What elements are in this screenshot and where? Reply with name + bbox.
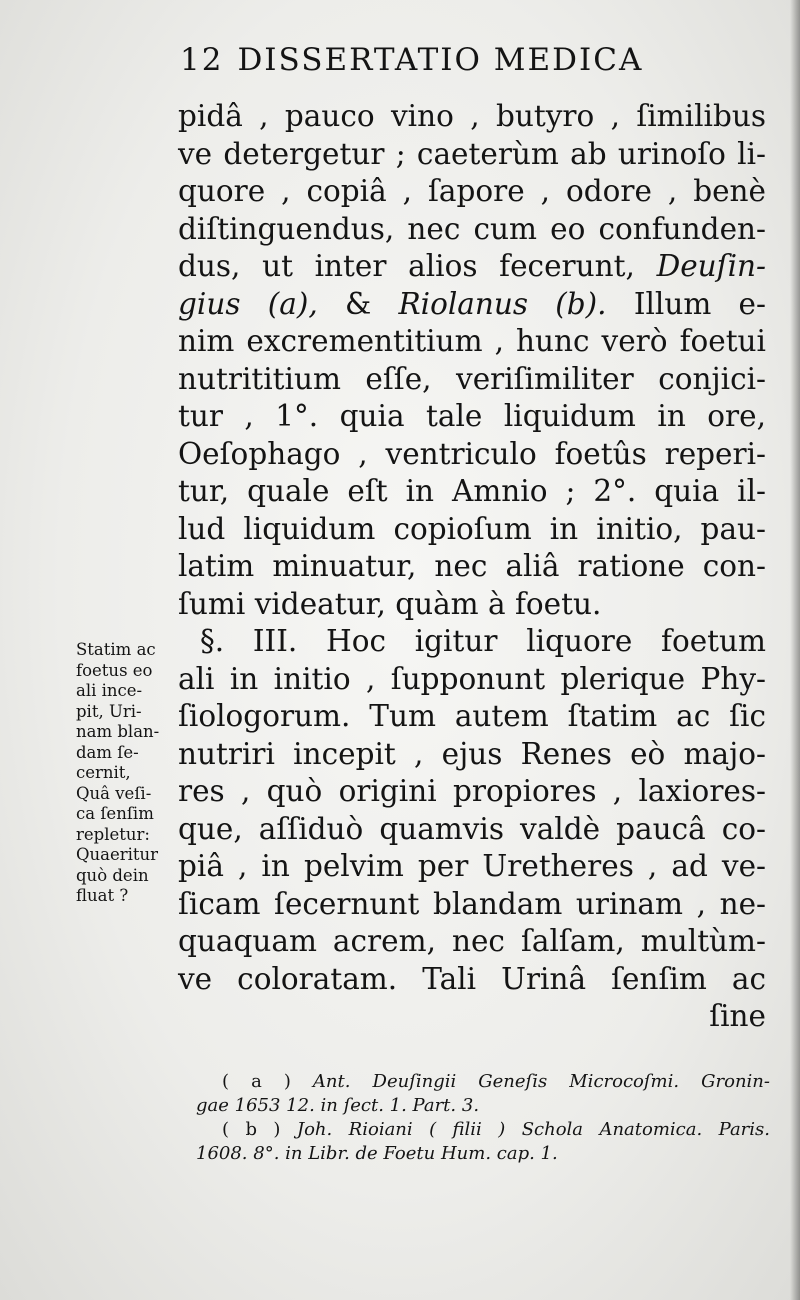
margin-note-line: dam ſe- — [76, 742, 139, 762]
main-text-block — [178, 98, 766, 1036]
text-line: ve coloratam. Tali Urinâ ſenſim ac — [178, 961, 766, 996]
text-line: tur, quale eſt in Amnio ; 2°. quia il- — [178, 474, 766, 508]
text-line: Oeſophago , ventriculo foetûs reperi- — [178, 436, 766, 471]
margin-note-line: Quaeritur — [76, 845, 159, 864]
margin-note-line: repletur: — [76, 824, 150, 844]
footnote-a-continued — [196, 1094, 770, 1118]
margin-note-line: ca ſenſim — [76, 804, 154, 823]
text-line: ali in initio , ſupponunt plerique Phy- — [178, 661, 766, 696]
footnote-b-continued — [196, 1142, 770, 1166]
text-line: ſicam ſecernunt blandam urinam , ne- — [178, 886, 766, 921]
footnote-marker: ( a ) — [222, 1071, 291, 1092]
text-line: nutrititium eſſe, veriſimiliter conjici- — [178, 361, 766, 396]
margin-note-line: pit, Uri- — [76, 701, 142, 721]
text-fragment: gius — [178, 286, 241, 321]
text-line: latim minuatur, nec aliâ ratione con- — [178, 549, 766, 583]
margin-note-line: fluat ? — [76, 886, 129, 905]
footnote-text: Joh. Rioiani ( filii ) Schola Anatomica. Paris. — [296, 1119, 770, 1140]
margin-note-line: Statim ac — [76, 640, 156, 659]
footnote-text: 1608. 8°. in Libr. de Foetu Hum. cap. 1. — [196, 1143, 558, 1164]
text-line: pidâ , pauco vino , butyro , ſimilibus — [178, 99, 766, 133]
text-line: res , quò origini propiores , laxiores- — [178, 774, 766, 808]
text-line: piâ , in pelvim per Uretheres , ad ve- — [178, 849, 766, 883]
footnote-text: gae 1653 12. in ſect. 1. Part. 3. — [196, 1095, 480, 1116]
page-edge-shadow — [790, 0, 800, 1300]
text-fragment: dus, ut inter alios fecerunt, — [178, 249, 635, 283]
text-fragment: Illum e- — [633, 286, 766, 321]
text-line: ſumi videatur, quàm à foetu. — [178, 586, 602, 621]
page-number: 12 — [180, 42, 224, 78]
margin-note-line: quò dein — [76, 865, 149, 885]
margin-note-line: cernit, — [76, 763, 131, 782]
text-line: ve detergetur ; caeterùm ab urinoſo li- — [178, 136, 766, 171]
text-line: ſiologorum. Tum autem ſtatim ac ſic — [178, 699, 766, 733]
marginal-notes — [76, 640, 184, 907]
text-line: diſtinguendus, nec cum eo confunden- — [178, 211, 766, 246]
author-name-italic: Deuſin- — [656, 249, 766, 283]
running-header — [180, 42, 740, 86]
margin-note-line: Quâ veſi- — [76, 783, 152, 803]
text-line — [178, 248, 766, 286]
text-line: quaquam acrem, nec ſalſam, multùm- — [178, 924, 766, 958]
text-line — [178, 286, 766, 324]
margin-note-line: foetus eo — [76, 660, 153, 680]
footnote-a — [196, 1070, 770, 1094]
footnotes — [196, 1070, 770, 1166]
footnote-ref-a: (a), — [267, 286, 318, 321]
text-line: quore , copiâ , ſapore , odore , benè — [178, 174, 766, 208]
margin-note-line: nam blan- — [76, 722, 160, 741]
footnote-marker: ( b ) — [222, 1119, 281, 1140]
text-line: tur , 1°. quia tale liquidum in ore, — [178, 399, 766, 433]
footnote-text: Ant. Deuſingii Geneſis Microcoſmi. Gronin- — [312, 1071, 770, 1092]
text-line: nim excrementitium , hunc verò foetui — [178, 324, 766, 358]
running-title: DISSERTATIO MEDICA — [237, 42, 644, 78]
margin-note-line: ali ince- — [76, 681, 143, 700]
ampersand: & — [344, 286, 372, 321]
section-heading-line: §. III. Hoc igitur liquore foetum — [200, 624, 766, 658]
footnote-b — [196, 1118, 770, 1142]
text-line: nutriri incepit , ejus Renes eò majo- — [178, 736, 766, 771]
text-line: que, aſſiduò quamvis valdè paucâ co- — [178, 811, 766, 846]
text-line: lud liquidum copioſum in initio, pau- — [178, 511, 766, 546]
author-name-italic: Riolanus (b). — [398, 286, 607, 321]
catchword: ſine — [709, 999, 766, 1033]
